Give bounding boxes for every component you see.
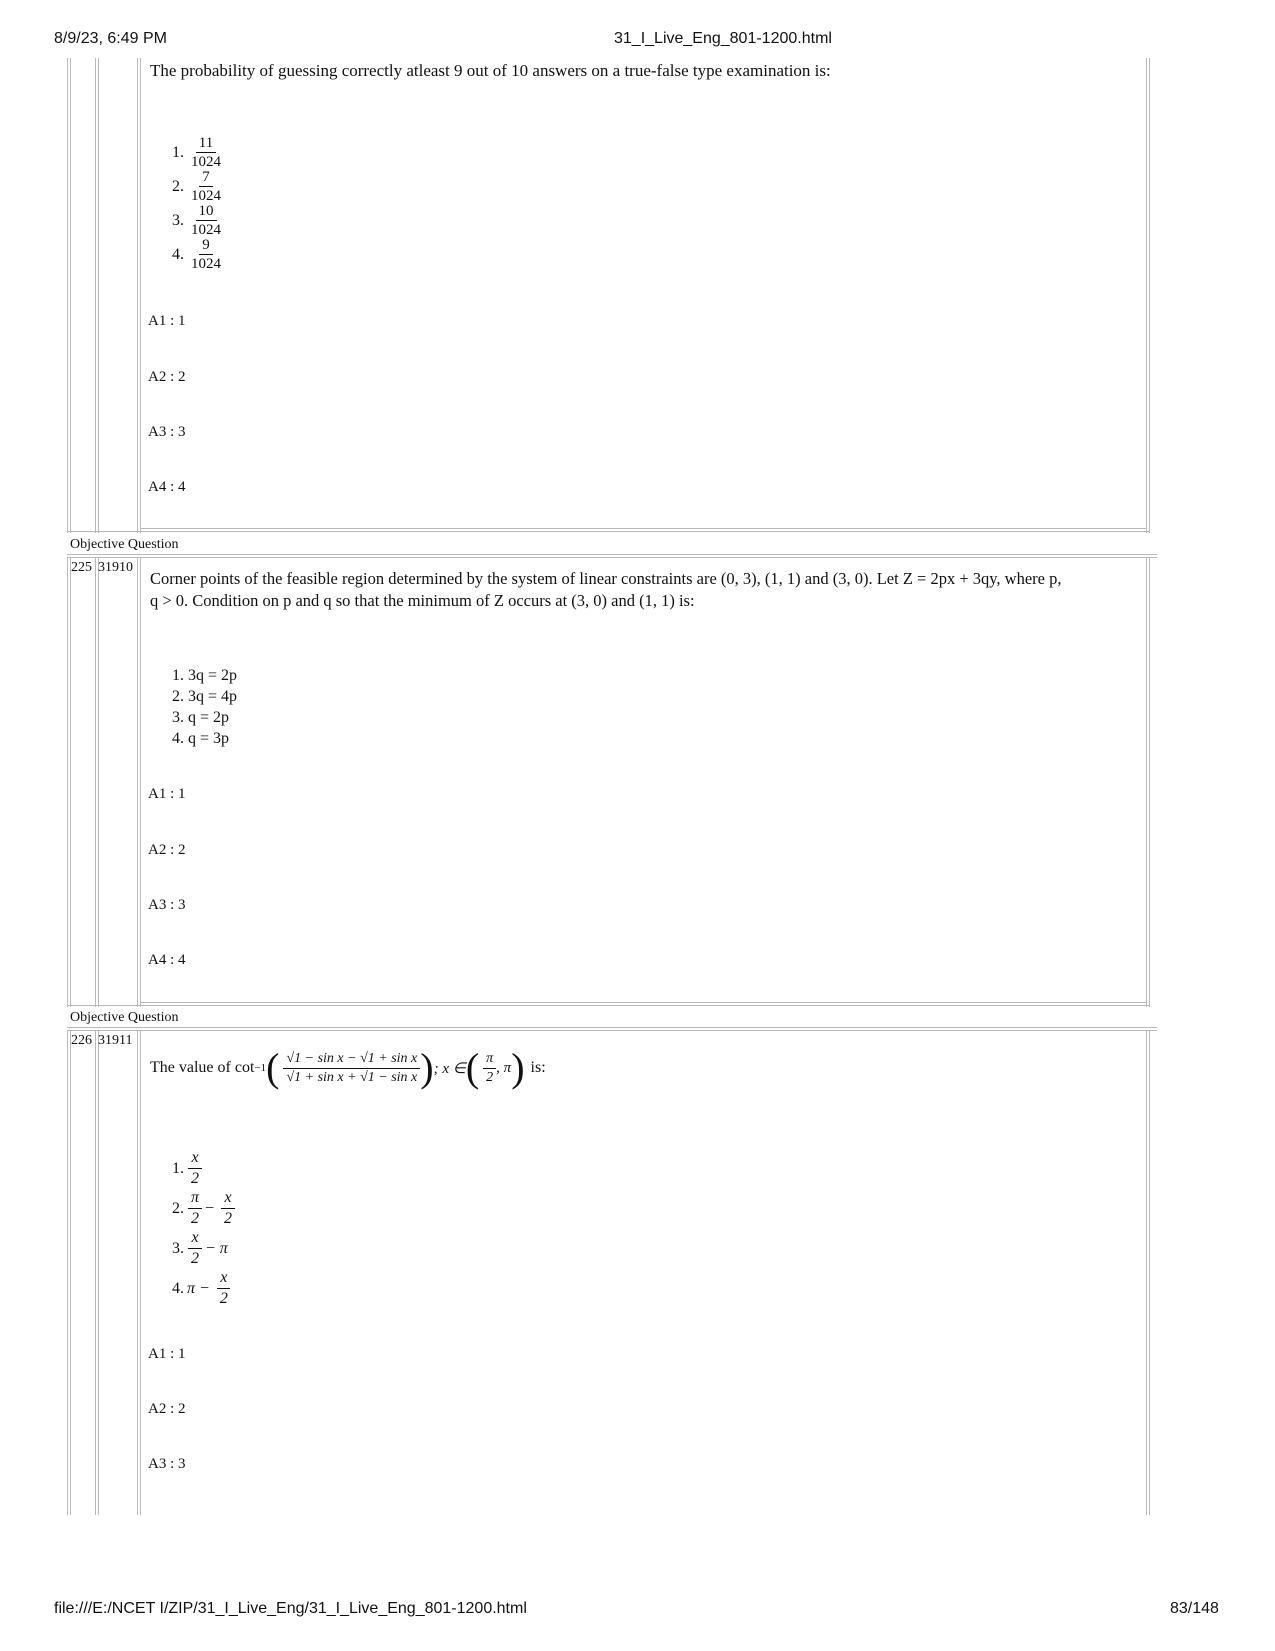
fraction [188,134,224,171]
table-border [1149,58,1150,533]
table-border [140,528,1147,529]
left-paren: ( [465,1045,480,1090]
fraction [483,1050,496,1087]
answer-line: A2 : 2 [148,1401,186,1417]
fraction [188,202,224,239]
left-paren: ( [266,1045,280,1090]
option-number: 3. [172,211,184,229]
fraction: $\frac{x}{2}$ [188,1148,202,1189]
option-3 [172,709,229,727]
fraction [188,236,224,273]
domain-tail: , π [496,1059,512,1076]
option-number: 4. [172,245,184,263]
table-border [70,557,71,1007]
right-paren: ) [420,1045,434,1090]
table-border [137,1030,138,1515]
option-number: 1. [172,143,184,161]
option-3 [172,202,224,239]
table-border [67,1005,1150,1006]
question-text-line-1: Corner points of the feasible region determined by the system of linear constraints are (0, 3), (1, 1) and (3, 0). Let Z = 2px + 3qy, where p, [150,569,1062,588]
numerator: √1 − sin x − √1 + sin x [283,1050,420,1069]
numerator: π [483,1050,496,1069]
denominator: 2 [486,1069,494,1085]
option-1 [172,1148,202,1189]
answer-line: A2 : 2 [148,369,186,385]
option-text: 2. 3q = 4p [172,688,238,705]
table-border [70,58,71,533]
denominator: 1024 [191,154,221,170]
table-border [140,58,141,533]
fraction [188,168,224,205]
numerator: 11 [196,134,216,153]
fraction: $\frac{\pi}{2}$ [188,1188,202,1229]
option-1 [172,667,237,685]
option-4 [172,236,224,273]
question-id: 31911 [98,1033,133,1048]
table-border [98,1030,99,1515]
option-number: 2. [172,1199,184,1217]
answer-line: A4 : 4 [148,952,186,968]
question-text-prefix: The value of cot [150,1059,255,1076]
option-4: 4. π − $\frac{x}{2}$ [172,1268,231,1309]
table-border [67,531,1150,532]
answer-line: A1 : 1 [148,786,186,802]
denominator: 1024 [191,222,221,238]
option-text: 4. q = 3p [172,730,230,747]
answer-line: A3 : 3 [148,1456,186,1472]
fraction [283,1050,420,1087]
table-border [137,557,138,1007]
denominator: 1024 [191,256,221,272]
table-border [1149,557,1150,1007]
table-border [140,1002,1147,1003]
answer-line: A1 : 1 [148,313,186,329]
inverse-superscript: −1 [254,1062,267,1074]
print-title: 31_I_Live_Eng_801-1200.html [614,30,832,47]
print-url: file:///E:/NCET I/ZIP/31_I_Live_Eng/31_I_Live_Eng_801-1200.html [54,1600,527,1617]
serial-number: 226 [71,1033,92,1048]
table-border [67,557,1157,558]
table-border [1146,557,1147,1007]
denominator: 1024 [191,188,221,204]
numerator: 9 [199,236,213,255]
fraction: $\frac{x}{2}$ [221,1188,235,1229]
answer-line: A4 : 4 [148,479,186,495]
table-border [1149,1030,1150,1515]
answer-line: A3 : 3 [148,424,186,440]
table-border [98,58,99,533]
table-border [67,1027,1157,1028]
table-border [140,557,141,1007]
table-border [95,1030,96,1515]
numerator: 10 [196,202,217,221]
page-number: 83/148 [1170,1600,1219,1617]
question-suffix: is: [530,1059,546,1076]
domain-text: ; x ∈ [433,1060,466,1077]
serial-number: 225 [71,560,92,575]
table-border [67,554,1157,555]
table-border [95,557,96,1007]
option-number: 2. [172,177,184,195]
question-text: The probability of guessing correctly atleast 9 out of 10 answers on a true-false type examination is: [150,61,831,80]
table-border [140,1030,141,1515]
answer-line: A3 : 3 [148,897,186,913]
denominator: √1 + sin x + √1 − sin x [286,1069,418,1085]
table-border [67,58,68,533]
option-text: 1. 3q = 2p [172,667,238,684]
option-2: 2. $\frac{\pi}{2}$ − $\frac{x}{2}$ [172,1188,235,1229]
option-text: 3. q = 2p [172,709,230,726]
table-border [67,1030,1157,1031]
numerator: 7 [199,168,213,187]
option-number: 1. [172,1159,184,1177]
fraction: $\frac{x}{2}$ [217,1268,231,1309]
table-border [70,1030,71,1515]
table-border [1146,1030,1147,1515]
option-number: 4. [172,1279,184,1297]
question-type-label: Objective Question [70,537,179,552]
table-border [95,58,96,533]
table-border [1146,58,1147,533]
print-date: 8/9/23, 6:49 PM [54,30,167,47]
option-3: 3. $\frac{x}{2}$ − π [172,1229,228,1267]
option-number: 3. [172,1239,184,1257]
question-formula [150,1043,546,1093]
option-2 [172,688,237,706]
table-border [98,557,99,1007]
option-2 [172,168,224,205]
table-border [67,557,68,1007]
question-type-label: Objective Question [70,1010,179,1025]
table-border [137,58,138,533]
option-4 [172,730,229,748]
answer-line: A1 : 1 [148,1346,186,1362]
option-1 [172,134,224,171]
table-border [67,1030,68,1515]
question-id: 31910 [98,560,133,575]
question-text-line-2: q > 0. Condition on p and q so that the minimum of Z occurs at (3, 0) and (1, 1) is: [150,591,695,610]
right-paren: ) [511,1045,525,1090]
fraction: $\frac{x}{2}$ [188,1228,202,1269]
answer-line: A2 : 2 [148,842,186,858]
